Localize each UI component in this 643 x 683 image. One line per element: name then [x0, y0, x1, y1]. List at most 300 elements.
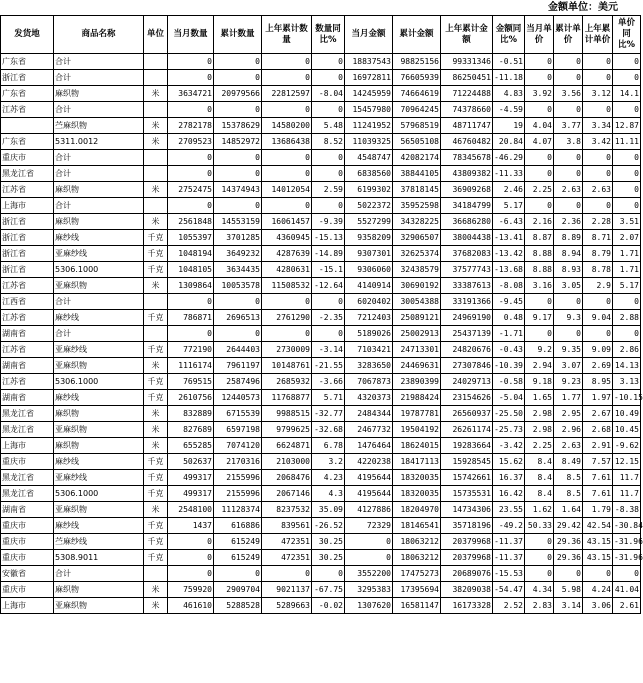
table-cell[interactable]: -49.2 [493, 518, 525, 534]
table-cell[interactable]: 2.63 [554, 438, 583, 454]
table-cell[interactable]: 0 [613, 182, 641, 198]
table-cell[interactable]: 千克 [144, 486, 168, 502]
table-cell[interactable]: 5.98 [554, 582, 583, 598]
table-cell[interactable]: 71224488 [441, 86, 493, 102]
table-cell[interactable]: 9799625 [262, 422, 312, 438]
table-cell[interactable]: 6199302 [345, 182, 393, 198]
table-cell[interactable]: 0 [312, 150, 345, 166]
table-cell[interactable] [144, 326, 168, 342]
table-cell[interactable]: 772190 [168, 342, 214, 358]
table-cell[interactable]: 43809382 [441, 166, 493, 182]
table-cell[interactable]: 苎麻纱线 [54, 534, 144, 550]
table-cell[interactable]: 14245959 [345, 86, 393, 102]
table-cell[interactable]: 6020402 [345, 294, 393, 310]
table-cell[interactable]: -67.75 [312, 582, 345, 598]
table-cell[interactable]: 18417113 [393, 454, 441, 470]
table-cell[interactable]: 0 [214, 150, 262, 166]
table-cell[interactable]: 千克 [144, 534, 168, 550]
table-cell[interactable]: 25437139 [441, 326, 493, 342]
table-cell[interactable]: 25089121 [393, 310, 441, 326]
table-cell[interactable]: 2.16 [525, 214, 554, 230]
table-cell[interactable]: 3.92 [525, 86, 554, 102]
table-cell[interactable]: 0 [525, 326, 554, 342]
table-cell[interactable]: 18624015 [393, 438, 441, 454]
table-cell[interactable]: 17475273 [393, 566, 441, 582]
table-cell[interactable]: 亚麻纱线 [54, 342, 144, 358]
table-cell[interactable]: 2.46 [493, 182, 525, 198]
table-cell[interactable]: 3295383 [345, 582, 393, 598]
table-cell[interactable]: 0 [168, 550, 214, 566]
table-cell[interactable]: 8.93 [554, 262, 583, 278]
table-cell[interactable]: 1055397 [168, 230, 214, 246]
table-cell[interactable]: 4.04 [525, 118, 554, 134]
table-cell[interactable]: 3.77 [554, 118, 583, 134]
table-cell[interactable]: 0 [554, 294, 583, 310]
table-cell[interactable]: 24969190 [441, 310, 493, 326]
table-cell[interactable]: 0 [525, 150, 554, 166]
table-cell[interactable]: 8237532 [262, 502, 312, 518]
table-cell[interactable]: 麻纱线 [54, 230, 144, 246]
table-cell[interactable]: 1.71 [613, 262, 641, 278]
table-cell[interactable]: 18063212 [393, 550, 441, 566]
table-cell[interactable]: 0 [525, 70, 554, 86]
table-cell[interactable]: 湖南省 [1, 326, 54, 342]
table-cell[interactable]: 7103421 [345, 342, 393, 358]
table-cell[interactable]: 18204970 [393, 502, 441, 518]
table-cell[interactable]: 湖南省 [1, 390, 54, 406]
table-cell[interactable]: 8.5 [554, 486, 583, 502]
table-cell[interactable]: 1.71 [613, 246, 641, 262]
table-cell[interactable]: 14852972 [214, 134, 262, 150]
table-cell[interactable]: -15.1 [312, 262, 345, 278]
table-cell[interactable]: 20379968 [441, 534, 493, 550]
table-cell[interactable]: -3.14 [312, 342, 345, 358]
table-cell[interactable]: 江苏省 [1, 342, 54, 358]
table-cell[interactable]: 0 [214, 166, 262, 182]
table-cell[interactable]: 2.25 [525, 438, 554, 454]
table-cell[interactable]: 千克 [144, 262, 168, 278]
table-cell[interactable]: 98825156 [393, 54, 441, 70]
table-cell[interactable]: 1116174 [168, 358, 214, 374]
table-cell[interactable]: 759920 [168, 582, 214, 598]
table-cell[interactable]: 9.3 [554, 310, 583, 326]
table-cell[interactable]: 19 [493, 118, 525, 134]
table-cell[interactable]: 7.61 [583, 470, 613, 486]
table-cell[interactable]: 2155996 [214, 486, 262, 502]
table-cell[interactable]: 4195644 [345, 486, 393, 502]
table-cell[interactable]: 0 [312, 70, 345, 86]
table-cell[interactable]: 8.49 [554, 454, 583, 470]
table-cell[interactable]: 米 [144, 358, 168, 374]
table-cell[interactable]: 0 [312, 566, 345, 582]
table-cell[interactable]: 0 [168, 326, 214, 342]
table-cell[interactable]: 5022372 [345, 198, 393, 214]
table-cell[interactable]: 2.68 [583, 422, 613, 438]
table-cell[interactable]: 千克 [144, 374, 168, 390]
table-cell[interactable]: 23154626 [441, 390, 493, 406]
table-cell[interactable]: 20.84 [493, 134, 525, 150]
table-cell[interactable]: 2685932 [262, 374, 312, 390]
table-cell[interactable]: -32.68 [312, 422, 345, 438]
table-cell[interactable]: -6.43 [493, 214, 525, 230]
table-cell[interactable]: 重庆市 [1, 454, 54, 470]
table-cell[interactable]: 15735531 [441, 486, 493, 502]
table-cell[interactable]: -11.18 [493, 70, 525, 86]
table-cell[interactable]: 0 [262, 54, 312, 70]
table-cell[interactable] [144, 70, 168, 86]
table-cell[interactable]: 27307846 [441, 358, 493, 374]
table-cell[interactable] [144, 166, 168, 182]
table-cell[interactable]: 湖南省 [1, 358, 54, 374]
table-cell[interactable]: 米 [144, 438, 168, 454]
table-cell[interactable]: -9.45 [493, 294, 525, 310]
table-cell[interactable]: 麻纱线 [54, 518, 144, 534]
table-cell[interactable]: -10.39 [493, 358, 525, 374]
table-cell[interactable]: 6.78 [312, 438, 345, 454]
table-cell[interactable]: -10.15 [613, 390, 641, 406]
table-cell[interactable]: -11.37 [493, 534, 525, 550]
table-cell[interactable]: 3.8 [554, 134, 583, 150]
table-cell[interactable]: 2.86 [613, 342, 641, 358]
table-cell[interactable]: 14012054 [262, 182, 312, 198]
column-header[interactable]: 当月数量 [168, 16, 214, 54]
table-cell[interactable]: 15928545 [441, 454, 493, 470]
table-cell[interactable]: 15742661 [441, 470, 493, 486]
table-cell[interactable]: 0 [583, 166, 613, 182]
table-cell[interactable]: 2467732 [345, 422, 393, 438]
column-header[interactable]: 当月单价 [525, 16, 554, 54]
table-cell[interactable]: 30054388 [393, 294, 441, 310]
table-cell[interactable]: 2.98 [525, 422, 554, 438]
table-cell[interactable]: 36909268 [441, 182, 493, 198]
table-cell[interactable]: 2.63 [554, 182, 583, 198]
table-cell[interactable]: -11.37 [493, 550, 525, 566]
table-cell[interactable]: 99331346 [441, 54, 493, 70]
table-cell[interactable]: 麻纱线 [54, 310, 144, 326]
table-cell[interactable]: 浙江省 [1, 70, 54, 86]
table-cell[interactable]: 2709523 [168, 134, 214, 150]
table-cell[interactable]: 0 [214, 326, 262, 342]
table-cell[interactable]: 5189026 [345, 326, 393, 342]
table-cell[interactable]: 4.83 [493, 86, 525, 102]
table-cell[interactable]: 9.18 [525, 374, 554, 390]
table-cell[interactable]: 黑龙江省 [1, 422, 54, 438]
table-cell[interactable]: 0 [554, 102, 583, 118]
table-cell[interactable]: 32906507 [393, 230, 441, 246]
table-cell[interactable]: 11508532 [262, 278, 312, 294]
table-cell[interactable]: 13686438 [262, 134, 312, 150]
table-cell[interactable]: 29.36 [554, 550, 583, 566]
table-cell[interactable]: -8.08 [493, 278, 525, 294]
table-cell[interactable]: 25002913 [393, 326, 441, 342]
table-cell[interactable]: 3.06 [583, 598, 613, 614]
table-cell[interactable]: 26560937 [441, 406, 493, 422]
table-cell[interactable]: 7212403 [345, 310, 393, 326]
table-cell[interactable]: 米 [144, 278, 168, 294]
table-cell[interactable]: 48711747 [441, 118, 493, 134]
table-cell[interactable]: 0 [554, 70, 583, 86]
column-header[interactable]: 上年累计数量 [262, 16, 312, 54]
table-cell[interactable]: 江苏省 [1, 182, 54, 198]
table-cell[interactable]: -3.42 [493, 438, 525, 454]
table-cell[interactable]: 3.14 [554, 598, 583, 614]
table-cell[interactable]: 8.95 [583, 374, 613, 390]
table-cell[interactable] [144, 294, 168, 310]
table-cell[interactable]: 46760482 [441, 134, 493, 150]
table-cell[interactable]: 8.71 [583, 230, 613, 246]
table-cell[interactable]: 2.52 [493, 598, 525, 614]
table-cell[interactable]: 4.24 [583, 582, 613, 598]
table-cell[interactable]: 米 [144, 422, 168, 438]
table-cell[interactable]: 2696513 [214, 310, 262, 326]
table-cell[interactable]: 14553159 [214, 214, 262, 230]
table-cell[interactable]: 0 [583, 150, 613, 166]
table-cell[interactable]: 1048105 [168, 262, 214, 278]
table-cell[interactable]: 3283650 [345, 358, 393, 374]
table-cell[interactable]: 米 [144, 582, 168, 598]
table-cell[interactable]: -13.68 [493, 262, 525, 278]
table-cell[interactable]: 0 [262, 102, 312, 118]
column-header[interactable]: 单价同比% [613, 16, 641, 54]
table-cell[interactable]: 黑龙江省 [1, 486, 54, 502]
table-cell[interactable]: 2170316 [214, 454, 262, 470]
table-cell[interactable]: 米 [144, 502, 168, 518]
table-cell[interactable]: 0 [168, 70, 214, 86]
table-cell[interactable]: 9306060 [345, 262, 393, 278]
table-cell[interactable]: 重庆市 [1, 550, 54, 566]
table-cell[interactable]: 12440573 [214, 390, 262, 406]
table-cell[interactable]: 2587496 [214, 374, 262, 390]
table-cell[interactable] [1, 118, 54, 134]
table-cell[interactable]: 16581147 [393, 598, 441, 614]
table-cell[interactable] [144, 54, 168, 70]
table-cell[interactable]: 4548747 [345, 150, 393, 166]
table-cell[interactable]: 24713301 [393, 342, 441, 358]
table-cell[interactable]: 10053578 [214, 278, 262, 294]
table-cell[interactable]: 1437 [168, 518, 214, 534]
table-cell[interactable]: 0 [525, 54, 554, 70]
table-cell[interactable]: 10.49 [613, 406, 641, 422]
table-cell[interactable]: 麻织物 [54, 214, 144, 230]
table-cell[interactable]: 16.42 [493, 486, 525, 502]
table-cell[interactable]: 千克 [144, 390, 168, 406]
table-cell[interactable]: 24029713 [441, 374, 493, 390]
table-cell[interactable]: 重庆市 [1, 534, 54, 550]
table-cell[interactable]: 7.57 [583, 454, 613, 470]
table-cell[interactable]: 35.09 [312, 502, 345, 518]
table-cell[interactable]: 16972811 [345, 70, 393, 86]
table-cell[interactable]: 11.7 [613, 470, 641, 486]
table-cell[interactable]: 15.62 [493, 454, 525, 470]
table-cell[interactable]: 10.45 [613, 422, 641, 438]
table-cell[interactable]: 0 [312, 102, 345, 118]
table-cell[interactable]: 18837543 [345, 54, 393, 70]
table-cell[interactable]: 11039325 [345, 134, 393, 150]
table-cell[interactable]: 29.36 [554, 534, 583, 550]
table-cell[interactable]: 0 [583, 70, 613, 86]
table-cell[interactable]: 2644403 [214, 342, 262, 358]
table-cell[interactable]: 米 [144, 134, 168, 150]
table-cell[interactable]: 42082174 [393, 150, 441, 166]
column-header[interactable]: 上年累计金额 [441, 16, 493, 54]
table-cell[interactable]: 6624871 [262, 438, 312, 454]
table-cell[interactable]: -8.04 [312, 86, 345, 102]
table-cell[interactable]: 499317 [168, 470, 214, 486]
table-cell[interactable]: -21.55 [312, 358, 345, 374]
table-cell[interactable]: -26.52 [312, 518, 345, 534]
table-cell[interactable]: 浙江省 [1, 246, 54, 262]
table-cell[interactable]: 23890399 [393, 374, 441, 390]
table-cell[interactable]: 0 [554, 198, 583, 214]
table-cell[interactable]: 2730009 [262, 342, 312, 358]
table-cell[interactable]: 重庆市 [1, 518, 54, 534]
column-header[interactable]: 商品名称 [54, 16, 144, 54]
table-cell[interactable]: 7067873 [345, 374, 393, 390]
table-cell[interactable]: 34184799 [441, 198, 493, 214]
table-cell[interactable]: 9.17 [525, 310, 554, 326]
table-cell[interactable]: 502637 [168, 454, 214, 470]
table-cell[interactable]: 8.94 [554, 246, 583, 262]
table-cell[interactable]: -1.71 [493, 326, 525, 342]
table-cell[interactable]: 2610756 [168, 390, 214, 406]
table-cell[interactable]: 5.17 [613, 278, 641, 294]
table-cell[interactable]: 合计 [54, 54, 144, 70]
table-cell[interactable]: 38844105 [393, 166, 441, 182]
table-cell[interactable]: 江苏省 [1, 102, 54, 118]
table-cell[interactable]: 2067146 [262, 486, 312, 502]
table-cell[interactable]: 3.05 [554, 278, 583, 294]
table-cell[interactable]: 0 [168, 54, 214, 70]
table-cell[interactable]: -8.38 [613, 502, 641, 518]
column-header[interactable]: 上年累计单价 [583, 16, 613, 54]
table-cell[interactable]: 0 [262, 166, 312, 182]
table-cell[interactable]: 0 [262, 150, 312, 166]
table-cell[interactable]: 2.9 [583, 278, 613, 294]
table-cell[interactable]: 千克 [144, 230, 168, 246]
table-cell[interactable]: 7074120 [214, 438, 262, 454]
table-cell[interactable]: 麻织物 [54, 582, 144, 598]
table-cell[interactable]: 615249 [214, 550, 262, 566]
table-cell[interactable]: 615249 [214, 534, 262, 550]
table-cell[interactable]: -0.58 [493, 374, 525, 390]
table-cell[interactable]: 2.67 [583, 406, 613, 422]
column-header[interactable]: 金额同比% [493, 16, 525, 54]
table-cell[interactable]: 黑龙江省 [1, 166, 54, 182]
table-cell[interactable]: -32.77 [312, 406, 345, 422]
table-cell[interactable]: 9.2 [525, 342, 554, 358]
table-cell[interactable]: 43.15 [583, 534, 613, 550]
table-cell[interactable]: 9.04 [583, 310, 613, 326]
table-cell[interactable]: 14734306 [441, 502, 493, 518]
table-cell[interactable]: 1309864 [168, 278, 214, 294]
table-cell[interactable]: 亚麻纱线 [54, 470, 144, 486]
table-cell[interactable]: 0 [525, 102, 554, 118]
table-cell[interactable]: 8.4 [525, 454, 554, 470]
table-cell[interactable]: 合计 [54, 198, 144, 214]
table-cell[interactable]: 0 [262, 198, 312, 214]
table-cell[interactable]: -13.41 [493, 230, 525, 246]
table-cell[interactable]: 湖南省 [1, 502, 54, 518]
column-header[interactable]: 发货地 [1, 16, 54, 54]
table-cell[interactable]: 0 [554, 326, 583, 342]
table-cell[interactable]: 616886 [214, 518, 262, 534]
table-cell[interactable]: 23.55 [493, 502, 525, 518]
table-cell[interactable]: 8.87 [525, 230, 554, 246]
table-cell[interactable]: 0 [525, 198, 554, 214]
table-cell[interactable]: 8.78 [583, 262, 613, 278]
table-cell[interactable]: 0 [312, 294, 345, 310]
table-cell[interactable]: 11768877 [262, 390, 312, 406]
table-cell[interactable]: -3.66 [312, 374, 345, 390]
table-cell[interactable]: 重庆市 [1, 150, 54, 166]
table-cell[interactable]: 2.94 [525, 358, 554, 374]
table-cell[interactable]: 4.23 [312, 470, 345, 486]
table-cell[interactable]: 米 [144, 182, 168, 198]
table-cell[interactable]: 1.65 [525, 390, 554, 406]
table-cell[interactable]: 5.48 [312, 118, 345, 134]
table-cell[interactable]: 0 [262, 566, 312, 582]
table-cell[interactable]: 5311.0012 [54, 134, 144, 150]
table-cell[interactable]: 461610 [168, 598, 214, 614]
table-cell[interactable]: 5.17 [493, 198, 525, 214]
table-cell[interactable]: 0 [312, 54, 345, 70]
table-cell[interactable]: 8.4 [525, 470, 554, 486]
table-cell[interactable]: 0 [583, 566, 613, 582]
table-cell[interactable]: 19283664 [441, 438, 493, 454]
table-cell[interactable]: 2155996 [214, 470, 262, 486]
table-cell[interactable]: 38004438 [441, 230, 493, 246]
table-cell[interactable]: 72329 [345, 518, 393, 534]
table-cell[interactable]: 2.69 [583, 358, 613, 374]
table-cell[interactable]: 4360945 [262, 230, 312, 246]
table-cell[interactable]: 0 [214, 566, 262, 582]
table-cell[interactable]: 14.1 [613, 86, 641, 102]
table-cell[interactable]: 2782178 [168, 118, 214, 134]
table-cell[interactable]: 2909704 [214, 582, 262, 598]
table-cell[interactable]: 9.35 [554, 342, 583, 358]
table-cell[interactable]: 14580200 [262, 118, 312, 134]
table-cell[interactable]: 5289663 [262, 598, 312, 614]
table-cell[interactable]: 0 [214, 102, 262, 118]
table-cell[interactable]: 16.37 [493, 470, 525, 486]
column-header[interactable]: 当月金额 [345, 16, 393, 54]
table-cell[interactable]: 安徽省 [1, 566, 54, 582]
table-cell[interactable]: 0 [345, 534, 393, 550]
table-cell[interactable]: 千克 [144, 518, 168, 534]
table-cell[interactable]: 0 [312, 198, 345, 214]
table-cell[interactable]: 839561 [262, 518, 312, 534]
table-cell[interactable]: 499317 [168, 486, 214, 502]
table-cell[interactable]: 0 [613, 198, 641, 214]
table-cell[interactable]: -4.59 [493, 102, 525, 118]
table-cell[interactable]: -25.50 [493, 406, 525, 422]
table-cell[interactable]: -12.64 [312, 278, 345, 294]
table-cell[interactable]: 8.88 [525, 262, 554, 278]
table-cell[interactable]: 37682083 [441, 246, 493, 262]
table-cell[interactable]: 0 [583, 294, 613, 310]
table-cell[interactable]: 41.04 [613, 582, 641, 598]
table-cell[interactable]: 1.97 [583, 390, 613, 406]
table-cell[interactable]: 江苏省 [1, 278, 54, 294]
table-cell[interactable]: 5288528 [214, 598, 262, 614]
table-cell[interactable]: 上海市 [1, 438, 54, 454]
table-cell[interactable]: 8.52 [312, 134, 345, 150]
table-cell[interactable]: 亚麻织物 [54, 358, 144, 374]
table-cell[interactable]: 57968519 [393, 118, 441, 134]
table-cell[interactable]: 1.64 [554, 502, 583, 518]
table-cell[interactable]: 6838560 [345, 166, 393, 182]
table-cell[interactable]: 10148761 [262, 358, 312, 374]
